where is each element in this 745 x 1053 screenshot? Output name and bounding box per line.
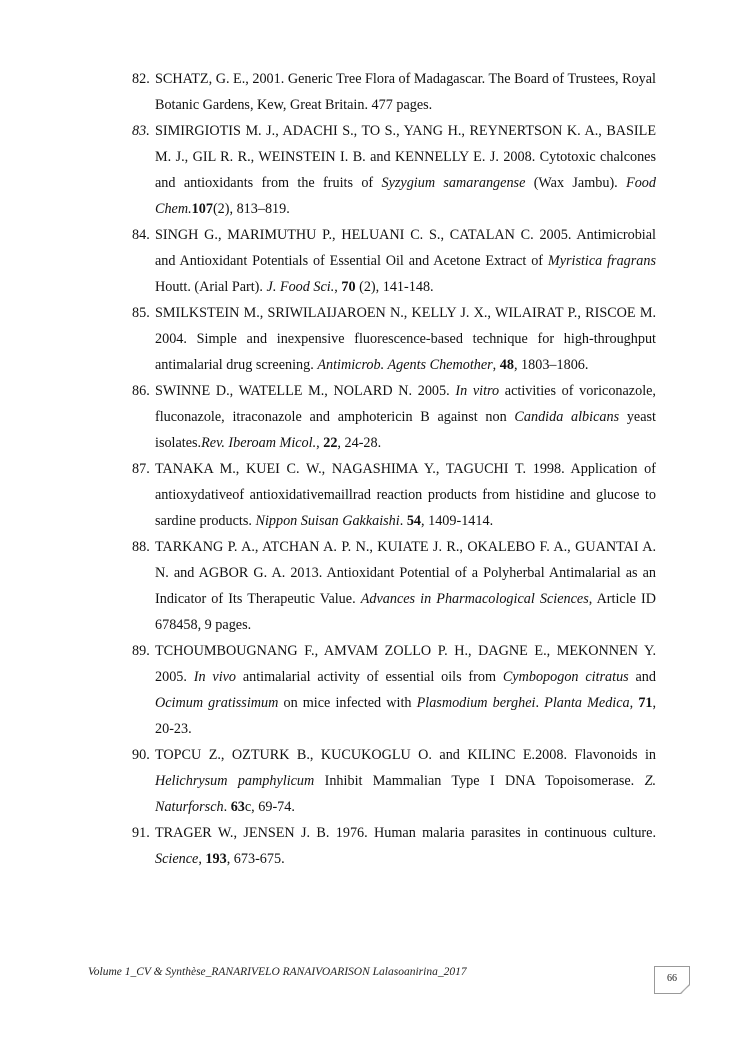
text-segment: . — [223, 799, 231, 815]
italic-segment: Ocimum gratissimum — [155, 695, 279, 711]
text-segment: , — [492, 357, 500, 373]
reference-text — [155, 747, 656, 815]
text-segment: , 1803–1806. — [513, 357, 589, 373]
text-segment: TOPCU Z., OZTURK B., KUCUKOGLU O. and KILINC E.2008. Flavonoids in — [155, 747, 656, 763]
text-segment: (Wax Jambu). — [525, 175, 627, 191]
text-segment: activities of voriconazole, fluconazole, itraconazole and amphotericin B against non — [155, 383, 656, 425]
reference-item — [132, 456, 656, 534]
reference-item — [132, 820, 656, 872]
reference-number: 85. — [132, 305, 150, 321]
reference-number: 87. — [132, 461, 150, 477]
reference-number: 88. — [132, 539, 150, 555]
reference-item — [132, 66, 656, 118]
bold-segment: 107 — [191, 201, 213, 217]
reference-text — [155, 383, 656, 451]
reference-text — [155, 227, 656, 295]
bold-segment: 63 — [230, 799, 245, 815]
text-segment: , 20-23. — [155, 695, 657, 737]
reference-item — [132, 742, 656, 820]
bold-segment: 193 — [205, 851, 227, 867]
italic-segment: Nippon Suisan Gakkaishi — [255, 513, 400, 529]
reference-item — [132, 638, 656, 742]
bold-segment: 70 — [341, 279, 356, 295]
text-segment: . — [399, 513, 407, 529]
italic-segment: J. Food Sci. — [266, 279, 335, 295]
text-segment: SIMIRGIOTIS M. J., ADACHI S., TO S., YANG H., REYNERTSON K. A., BASILE M. J., GIL R. R., WEINSTEIN I. B. and KENNELLY E. J. 2008. Cytotoxic chalcones and antioxidants from the fruits of — [155, 123, 656, 191]
reference-number: 90. — [132, 747, 150, 763]
reference-text — [155, 305, 656, 373]
text-segment: , 1409-1414. — [421, 513, 494, 529]
text-segment: , Article ID 678458, 9 pages. — [155, 591, 657, 633]
italic-segment: Antimicrob. Agents Chemother — [317, 357, 493, 373]
reference-item — [132, 222, 656, 300]
bold-segment: 22 — [323, 435, 338, 451]
text-segment: , — [198, 851, 206, 867]
reference-text — [155, 825, 656, 867]
text-segment: (2), 813–819. — [212, 201, 290, 217]
italic-segment: Advances in Pharmacological Sciences — [360, 591, 589, 607]
reference-number: 83. — [132, 123, 150, 139]
text-segment: Inhibit Mammalian Type I DNA Topoisomerase. — [314, 773, 645, 789]
page-number-box — [654, 966, 690, 994]
italic-segment: Helichrysum pamphylicum — [155, 773, 315, 789]
italic-segment: In vivo — [193, 669, 237, 685]
text-segment: (2), 141-148. — [355, 279, 434, 295]
reference-text — [155, 123, 656, 217]
footer-text: Volume 1_CV & Synthèse_RANARIVELO RANAIVOARISON Lalasoanirina_2017 — [88, 966, 467, 978]
text-segment: Houtt. (Arial Part). — [155, 279, 267, 295]
reference-number: 84. — [132, 227, 150, 243]
text-segment: , — [316, 435, 324, 451]
italic-segment: Food Chem. — [155, 175, 656, 217]
italic-segment: Candida albicans — [514, 409, 620, 425]
text-segment: TRAGER W., JENSEN J. B. 1976. Human malaria parasites in continuous culture. — [155, 825, 656, 841]
reference-number: 86. — [132, 383, 150, 399]
reference-number: 91. — [132, 825, 150, 841]
bold-segment: 48 — [499, 357, 514, 373]
text-segment: SCHATZ, G. E., 2001. Generic Tree Flora of Madagascar. The Board of Trustees, Royal Botanic Gardens, Kew, Great Britain. 477 pages. — [155, 71, 656, 113]
italic-segment: Science — [155, 851, 199, 867]
bold-segment: 54 — [406, 513, 422, 529]
italic-segment: Planta Medica — [544, 695, 630, 711]
text-segment: , — [334, 279, 342, 295]
italic-segment: Myristica fragrans — [547, 253, 656, 269]
text-segment: , — [629, 695, 639, 711]
text-segment: yeast isolates. — [155, 409, 656, 451]
italic-segment: Rev. Iberoam Micol. — [201, 435, 317, 451]
italic-segment: Cymbopogon citratus — [502, 669, 629, 685]
text-segment: SINGH G., MARIMUTHU P., HELUANI C. S., CATALAN C. 2005. Antimicrobial and Antioxidant Potentials of Essential Oil and Acetone Extract of — [155, 227, 656, 269]
reference-text — [155, 539, 656, 633]
reference-text — [155, 461, 656, 529]
reference-item — [132, 118, 656, 222]
text-segment: , 24-28. — [337, 435, 382, 451]
text-segment: TARKANG P. A., ATCHAN A. P. N., KUIATE J. R., OKALEBO F. A., GUANTAI A. N. and AGBOR G. A. 2013. Antioxidant Potential of a Polyherbal Antimalarial as an Indicator of Its Therapeutic Value. — [155, 539, 656, 607]
text-segment: SWINNE D., WATELLE M., NOLARD N. 2005. — [155, 383, 456, 399]
text-segment: c, 69-74. — [244, 799, 295, 815]
page-number: 66 — [667, 973, 677, 984]
reference-number: 82. — [132, 71, 150, 87]
italic-segment: Plasmodium berghei — [416, 695, 536, 711]
text-segment: TANAKA M., KUEI C. W., NAGASHIMA Y., TAGUCHI T. 1998. Application of antioxydativeof antioxidativemaillrad reaction products from histidine and glucose to sardine products. — [155, 461, 656, 529]
text-segment: TCHOUMBOUGNANG F., AMVAM ZOLLO P. H., DAGNE E., MEKONNEN Y. 2005. — [155, 643, 656, 685]
reference-text — [155, 71, 656, 113]
reference-item — [132, 378, 656, 456]
reference-number: 89. — [132, 643, 150, 659]
italic-segment: Syzygium samarangense — [381, 175, 526, 191]
italic-segment: In vitro — [455, 383, 500, 399]
text-segment: on mice infected with — [278, 695, 417, 711]
text-segment: , 673-675. — [226, 851, 285, 867]
page-curl-icon — [680, 984, 690, 994]
bold-segment: 71 — [638, 695, 653, 711]
reference-item — [132, 534, 656, 638]
text-segment: antimalarial activity of essential oils from — [236, 669, 503, 685]
text-segment: . — [535, 695, 545, 711]
text-segment: SMILKSTEIN M., SRIWILAIJAROEN N., KELLY J. X., WILAIRAT P., RISCOE M. 2004. Simple and inexpensive fluorescence-based technique for high-throughput antimalarial drug screening. — [155, 305, 656, 373]
text-segment: and — [628, 669, 656, 685]
reference-list — [132, 66, 656, 872]
reference-text — [155, 643, 656, 737]
reference-item — [132, 300, 656, 378]
italic-segment: Z. Naturforsch — [155, 773, 656, 815]
